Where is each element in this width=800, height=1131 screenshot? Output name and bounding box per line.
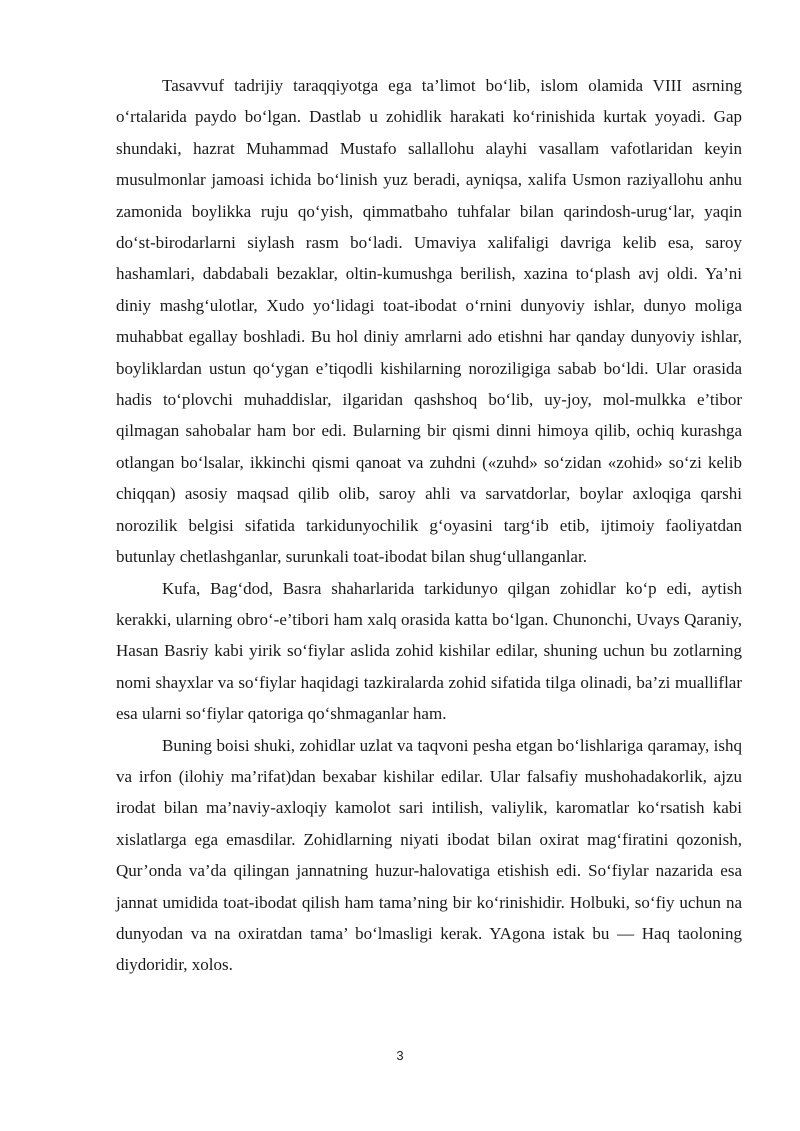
paragraph: Tasavvuf tadrijiy taraqqiyotga ega ta’limot bo‘lib, islom olamida VIII asrning o‘rtalarida paydo bo‘lgan. Dastlab u zohidlik harakati ko‘rinishida kurtak yoyadi. Gap shundaki, hazrat Muhammad Mustafo sallallohu alayhi vasallam vafotlaridan keyin musulmonlar jamoasi ichida bo‘linish yuz beradi, ayniqsa, xalifa Usmon raziyallohu anhu zamonida boylikka ruju qo‘yish, qimmatbaho tuhfalar bilan qarindosh-urug‘lar, yaqin do‘st-birodarlarni siylash rasm bo‘ladi. Umaviya xalifaligi davriga kelib esa, saroy hashamlari, dabdabali bezaklar, oltin-kumushga berilish, xazina to‘plash avj oldi. Ya’ni diniy mashg‘ulotlar, Xudo yo‘lidagi toat-ibodat o‘rnini dunyoviy ishlar, dunyo moliga muhabbat egallay boshladi. Bu hol diniy amrlarni ado etishni har qanday dunyoviy ishlar, boyliklardan ustun qo‘ygan e’tiqodli kishilarning noroziligiga sabab bo‘ldi. Ular orasida hadis to‘plovchi muhaddislar, ilgaridan qashshoq bo‘lib, uy-joy, mol-mulkka e’tibor qilmagan sahobalar ham bor edi. Bularning bir qismi dinni himoya qilib, ochiq kurashga otlangan bo‘lsalar, ikkinchi qismi qanoat va zuhdni («zuhd» so‘zidan «zohid» so‘zi kelib chiqqan) asosiy maqsad qilib olib, saroy ahli va sarvatdorlar, boylar axloqiga qarshi norozilik belgisi sifatida tarkidunyochilik g‘oyasini targ‘ib etib, ijtimoiy faoliyatdan butunlay chetlashganlar, surunkali toat-ibodat bilan shug‘ullanganlar. — [116, 76, 742, 567]
document-body — [116, 70, 742, 981]
page-number: 3 — [396, 1048, 404, 1063]
paragraph: Kufa, Bag‘dod, Basra shaharlarida tarkidunyo qilgan zohidlar ko‘p edi, aytish kerakki, ularning obro‘-e’tibori ham xalq orasida katta bo‘lgan. Chunonchi, Uvays Qaraniy, Hasan Basriy kabi yirik so‘fiylar aslida zohid kishilar edilar, shuning uchun bu zotlarning nomi shayxlar va so‘fiylar haqidagi tazkiralarda zohid sifatida tilga olinadi, ba’zi mualliflar esa ularni so‘fiylar qatoriga qo‘shmaganlar ham. — [116, 578, 742, 724]
paragraph: Buning boisi shuki, zohidlar uzlat va taqvoni pesha etgan bo‘lishlariga qaramay, ishq va irfon (ilohiy ma’rifat)dan bexabar kishilar edilar. Ular falsafiy mushohadakorlik, ajzu irodat bilan ma’naviy-axloqiy kamolot sari intilish, valiylik, karomatlar ko‘rsatish kabi xislatlarga ega emasdilar. Zohidlarning niyati ibodat bilan oxirat mag‘firatini qozonish, Qur’onda va’da qilingan jannatning huzur-halovatiga etishish edi. So‘fiylar nazarida esa jannat umidida toat-ibodat qilish ham tama’ning bir ko‘rinishidir. Holbuki, so‘fiy uchun na dunyodan va na oxiratdan tama’ bo‘lmasligi kerak. YAgona istak bu — Haq taoloning diydoridir, xolos. — [116, 735, 742, 975]
